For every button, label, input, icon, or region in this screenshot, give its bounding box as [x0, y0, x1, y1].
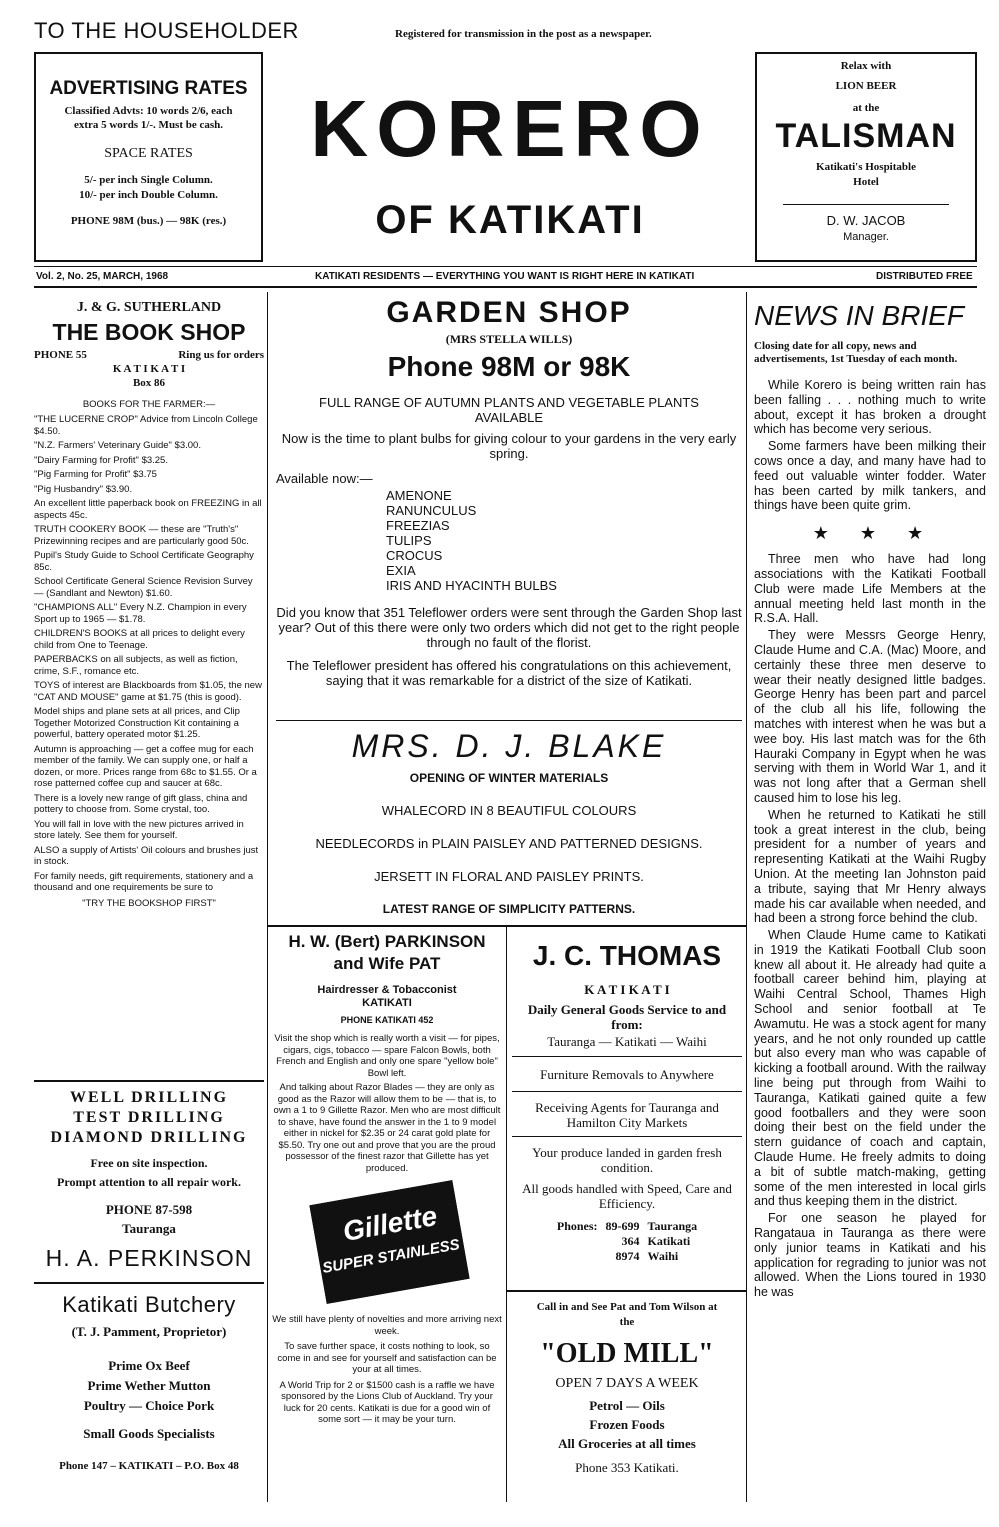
blake-ad — [276, 728, 742, 916]
issue-slogan: KATIKATI RESIDENTS — EVERYTHING YOU WANT IS RIGHT HERE IN KATIKATI — [315, 271, 695, 282]
thomas-bottom-rule — [507, 1290, 746, 1292]
garden-shop-president: The Teleflower president has offered his congratulations on this achievement, saying that it was remarkable for a district of the size of Katikati. — [286, 658, 732, 688]
center-divider-1 — [276, 720, 742, 721]
list-item: You will fall in love with the new pictures arrived in store lately. See them for yourself. — [34, 818, 244, 841]
garden-shop-available: Available now:— — [276, 471, 373, 486]
list-item: TULIPS — [386, 533, 432, 548]
garden-shop-owner: (MRS STELLA WILLS) — [445, 332, 573, 346]
parkinson-para-2: And talking about Razor Blades — they are only as good as the Razor will allow them to be — that is, to own a 1 to 9 Gillette Razor. Men who are most difficult to shave, have found the answer in the 1 to 9 model either in nickel for $2.35 or 24 carat gold plate for $5.50. Try one out and prove that you are the proud possessor of the finest razor that Gillette has yet produced. — [273, 1082, 501, 1174]
list-item: "CHAMPIONS ALL" Every N.Z. Champion in every Sport up to 1965 — $1.78. — [34, 602, 247, 625]
column-rule-left — [267, 292, 268, 1502]
bookshop-town: K A T I K A T I — [112, 363, 186, 375]
gillette-brand: Gillette — [340, 1200, 440, 1248]
butchery-proprietor: (T. J. Pamment, Proprietor) — [71, 1324, 227, 1339]
news-stars: ★ ★ ★ — [812, 523, 928, 544]
single-column-rate: 5/- per inch Single Column. — [84, 174, 213, 186]
butchery-name: Katikati Butchery — [62, 1292, 236, 1317]
left-divider-1 — [34, 1080, 264, 1082]
bookshop-owners: J. & G. SUTHERLAND — [76, 300, 222, 315]
list-item: AMENONE — [386, 488, 452, 503]
list-item: Autumn is approaching — get a coffee mug for each member of the family. We can supply one, or half a dozen, or more. Prices range from 68c to $1.55. Or a rose patterned coffee cup and saucer at 68c. — [34, 743, 257, 789]
bookshop-list — [34, 414, 264, 894]
butchery-line-4: Small Goods Specialists — [83, 1426, 215, 1441]
parkinson-ad — [272, 932, 502, 1426]
parkinson-role: Hairdresser & Tobacconist — [317, 984, 457, 996]
classified-rates: Classified Advts: 10 words 2/6, each extra 5 words 1/-. Must be cash. — [64, 105, 233, 131]
list-item: CROCUS — [386, 548, 443, 563]
phone-number: 8974 — [615, 1249, 640, 1263]
blake-line-4: JERSETT IN FLORAL AND PAISLEY PRINTS. — [374, 869, 644, 884]
talisman-box — [755, 52, 977, 262]
drilling-phone: PHONE 87-598 — [105, 1202, 193, 1217]
center-column-rule — [506, 927, 507, 1502]
issue-volume: Vol. 2, No. 25, MARCH, 1968 — [36, 271, 169, 282]
rates-phone: PHONE 98M (bus.) — 98K (res.) — [70, 215, 227, 227]
bookshop-ad — [34, 300, 264, 909]
garden-shop-phone: Phone 98M or 98K — [387, 351, 631, 382]
news-para-3: Three men who have had long associations with the Katikati Football Club were made Life Members at the annual meeting held last month in the R.S.A. Hall. — [754, 552, 986, 626]
drilling-line-3: DIAMOND DRILLING — [50, 1129, 248, 1146]
garden-shop-teleflower: Did you know that 351 Teleflower orders were sent through the Garden Shop last year? Out of this there were only two orders which did not get to the right people through no fault of the florist. — [276, 605, 742, 650]
left-divider-2 — [34, 1282, 264, 1284]
talisman-manager-name: D. W. JACOB — [826, 213, 906, 228]
list-item: RANUNCULUS — [386, 503, 477, 518]
column-rule-right — [746, 292, 747, 1502]
parkinson-line-1: H. W. (Bert) PARKINSON — [288, 932, 486, 951]
center-divider-2 — [268, 925, 746, 927]
talisman-beer: LION BEER — [835, 80, 897, 92]
list-item: PAPERBACKS on all subjects, as well as fiction, crime, S.F., romance etc. — [34, 654, 238, 677]
drilling-free: Free on site inspection. — [90, 1156, 208, 1170]
butchery-line-3: Poultry — Choice Pork — [83, 1398, 215, 1413]
news-para-5: When he returned to Katikati he still took a great interest in the club, being president for a number of years and representing Katikati at the Waihi Rugby Union. At the meeting Ian Johnston paid a tribute, saying that Mr Henry always made his car available when needed, and had been a strong force behind the club. — [754, 807, 986, 926]
list-item: An excellent little paperback book on FREEZING in all aspects 45c. — [34, 498, 262, 521]
butchery-ad — [34, 1292, 264, 1472]
thomas-line-5: All goods handled with Speed, Care and Efficiency. — [522, 1181, 732, 1211]
thomas-line-2: Furniture Removals to Anywhere — [540, 1067, 714, 1082]
list-item: ALSO a supply of Artists' Oil colours and brushes just in stock. — [34, 844, 259, 867]
list-item: IRIS AND HYACINTH BULBS — [386, 578, 557, 593]
thomas-name: J. C. THOMAS — [532, 940, 722, 971]
drilling-line-1: WELL DRILLING — [69, 1089, 229, 1106]
old-mill-name: "OLD MILL" — [540, 1338, 714, 1369]
phone-place: Katikati — [647, 1234, 691, 1248]
gillette-logo — [307, 1186, 467, 1304]
bookshop-footer: "TRY THE BOOKSHOP FIRST" — [82, 897, 216, 909]
garden-shop-range: FULL RANGE OF AUTUMN PLANTS AND VEGETABLE PLANTS AVAILABLE — [319, 395, 699, 425]
parkinson-town: KATIKATI — [362, 997, 412, 1009]
thomas-line-4: Your produce landed in garden fresh condition. — [532, 1145, 722, 1175]
phone-place: Waihi — [647, 1249, 679, 1263]
list-item: "Pig Farming for Profit" $3.75 — [34, 469, 157, 480]
parkinson-para-5: A World Trip for 2 or $1500 cash is a raffle we have sponsored by the Lions Club of Auckland. Try your luck for 20 cents. Katikati is due for a good win of some sort — it may be your turn. — [279, 1379, 495, 1425]
list-item: School Certificate General Science Revision Survey — (Sandlant and Newton) $1.60. — [34, 576, 253, 599]
news-closing: Closing date for all copy, news and advertisements, 1st Tuesday of each month. — [754, 340, 958, 365]
talisman-relax: Relax with — [840, 60, 892, 72]
parkinson-line-2: and Wife PAT — [333, 954, 441, 973]
phone-number: 89-699 — [605, 1219, 640, 1233]
list-item: TRUTH COOKERY BOOK — these are "Truth's" Prizewinning recipes and are particularly good 50c. — [34, 524, 249, 547]
bookshop-farmer-heading: BOOKS FOR THE FARMER:— — [82, 399, 216, 410]
news-title: NEWS IN BRIEF — [754, 300, 965, 331]
list-item: "THE LUCERNE CROP" Advice from Lincoln College $4.50. — [34, 414, 258, 437]
old-mill-phone: Phone 353 Katikati. — [575, 1460, 679, 1475]
issue-bar-bottom-rule — [34, 286, 977, 288]
thomas-line-3: Receiving Agents for Tauranga and Hamilton City Markets — [535, 1100, 719, 1130]
drilling-prompt: Prompt attention to all repair work. — [57, 1175, 241, 1189]
list-item: "Dairy Farming for Profit" $3.25. — [34, 454, 168, 466]
news-in-brief — [754, 300, 986, 1300]
list-item: For family needs, gift requirements, stationery and a thousand and one requirements be sure to — [34, 870, 254, 893]
blake-line-1: OPENING OF WINTER MATERIALS — [409, 771, 609, 785]
advertising-rates-box — [34, 52, 263, 262]
parkinson-para-3: We still have plenty of novelties and more arriving next week. — [272, 1314, 502, 1337]
registered-notice: Registered for transmission in the post as a newspaper. — [395, 28, 652, 40]
parkinson-para-4: To save further space, it costs nothing to look, so come in and see for yourself and satisfaction can be your at all times. — [277, 1341, 497, 1375]
news-para-4: They were Messrs George Henry, Claude Hume and C.A. (Mac) Moore, and certainly these three men deserve to wear their neatly designed little badges. George Henry has been part and parcel of the club all his life, following the matches with interest when he was but a wee boy. His last match was for the 6th Hauraki Company in Egypt when he was serving with them in World War 1, and it was not long after that a German shell caused him to lose his leg. — [754, 628, 986, 805]
news-para-2: Some farmers have been milking their cows once a day, and many have had to feed out valuable winter fodder. Water has been carted by milk tankers, and things have been quite grim. — [754, 439, 986, 513]
thomas-route: Tauranga — Katikati — Waihi — [547, 1034, 707, 1049]
issue-bar-top-rule — [34, 266, 977, 267]
old-mill-line-1: Call in and See Pat and Tom Wilson at the — [536, 1301, 718, 1328]
list-item: Model ships and plane sets at all prices, and Clip Together Motorized Construction Kit containing a powerful, battery operated motor $1.25. — [34, 706, 240, 740]
drilling-ad — [34, 1088, 264, 1272]
list-item: "N.Z. Farmers' Veterinary Guide" $3.00. — [34, 440, 201, 451]
old-mill-line-2: Petrol — Oils — [589, 1398, 665, 1413]
masthead-subtitle: OF KATIKATI — [375, 198, 645, 242]
list-item: FREEZIAS — [386, 518, 450, 533]
blake-line-3: NEEDLECORDS in PLAIN PAISLEY AND PATTERNED DESIGNS. — [315, 836, 703, 851]
masthead-title: KORERO — [310, 84, 710, 173]
thomas-town: K A T I K A T I — [584, 982, 670, 997]
blake-line-5: LATEST RANGE OF SIMPLICITY PATTERNS. — [382, 902, 636, 916]
garden-shop-title: GARDEN SHOP — [386, 296, 632, 329]
thomas-line-1: Daily General Goods Service to and from: — [527, 1002, 727, 1032]
talisman-at: at the — [852, 102, 880, 114]
news-para-7: For one season he played for Rangataua in Tauranga as there were only junior teams in Katikati and his application for regrading to junior was not allowed. When the Lions toured in 1930 he was — [754, 1211, 986, 1300]
space-rates-title: SPACE RATES — [104, 146, 193, 161]
double-column-rate: 10/- per inch Double Column. — [79, 189, 218, 201]
gillette-tagline: SUPER STAINLESS — [321, 1236, 461, 1277]
list-item: Pupil's Study Guide to School Certificate Geography 85c. — [34, 550, 254, 573]
blake-name: MRS. D. J. BLAKE — [351, 728, 667, 764]
drilling-name: H. A. PERKINSON — [45, 1245, 253, 1271]
news-para-1: While Korero is being written rain has been falling . . . nothing much to write about, except it has broken a drought which has become very serious. — [754, 378, 986, 437]
old-mill-ad — [510, 1300, 744, 1476]
garden-shop-ad — [276, 296, 742, 688]
list-item: EXIA — [386, 563, 416, 578]
butchery-line-2: Prime Wether Mutton — [87, 1378, 211, 1393]
phone-number: 364 — [621, 1234, 640, 1248]
bookshop-phone: PHONE 55 — [34, 349, 87, 361]
advertising-rates-title: ADVERTISING RATES — [49, 78, 248, 99]
phone-place: Tauranga — [647, 1219, 698, 1233]
bulb-list — [386, 488, 742, 593]
old-mill-open: OPEN 7 DAYS A WEEK — [555, 1376, 699, 1391]
talisman-tagline: Katikati's Hospitable Hotel — [816, 161, 916, 188]
garden-shop-now: Now is the time to plant bulbs for giving colour to your gardens in the very early spring. — [281, 431, 737, 461]
blake-line-2: WHALECORD IN 8 BEAUTIFUL COLOURS — [381, 803, 637, 818]
drilling-line-2: TEST DRILLING — [73, 1109, 225, 1126]
thomas-ad — [510, 940, 744, 1264]
list-item: TOYS of interest are Blackboards from $1.05, the new "CAT AND MOUSE" game at $1.75 (this is good). — [34, 680, 262, 703]
parkinson-para-1: Visit the shop which is really worth a visit — for pipes, cigars, cigs, tobacco — spare Falcon Bowls, both French and English and only one spare "yellow bole" Bowl left. — [274, 1033, 500, 1079]
old-mill-line-3: Frozen Foods — [589, 1417, 665, 1432]
old-mill-line-4: All Groceries at all times — [558, 1436, 696, 1451]
talisman-name: TALISMAN — [775, 117, 957, 155]
bookshop-name: THE BOOK SHOP — [52, 319, 246, 345]
bookshop-ring: Ring us for orders — [178, 349, 264, 361]
list-item: CHILDREN'S BOOKS at all prices to delight every child from One to Teenage. — [34, 628, 245, 651]
talisman-manager-title: Manager. — [843, 231, 889, 243]
news-para-6: When Claude Hume came to Katikati in 1919 the Katikati Football Club soon knew all about it. He already had quite a football career behind him, playing at Waihi Central School, Thames High School and senior football at Te Awamutu. He was a stock agent for many years, and he not only rounded up cattle but also every man who was capable of kicking a football around. With the railway line being put through from Waihi to Tauranga, Katikati gained quite a few good footballers and they were soon doing their best on the field under the stern guidance of coach and captain, Claude Hume. He freely admits to doing a bit of subtle match-making, getting some of the men interested in local girls and thus keeping them in the district. — [754, 928, 986, 1209]
butchery-footer: Phone 147 – KATIKATI – P.O. Box 48 — [59, 1460, 239, 1472]
parkinson-phone: PHONE KATIKATI 452 — [340, 1015, 434, 1025]
list-item: There is a lovely new range of gift glass, china and pottery to choose from. Some crystal, too. — [34, 792, 248, 815]
thomas-phones-label: Phones: — [556, 1219, 598, 1233]
householder-heading: TO THE HOUSEHOLDER — [34, 18, 299, 43]
issue-distributed-free: DISTRIBUTED FREE — [876, 271, 973, 282]
butchery-line-1: Prime Ox Beef — [108, 1358, 190, 1373]
bookshop-box: Box 86 — [132, 377, 166, 389]
thomas-phones — [510, 1219, 744, 1264]
list-item: "Pig Husbandry" $3.90. — [34, 483, 133, 495]
drilling-town: Tauranga — [122, 1221, 176, 1236]
